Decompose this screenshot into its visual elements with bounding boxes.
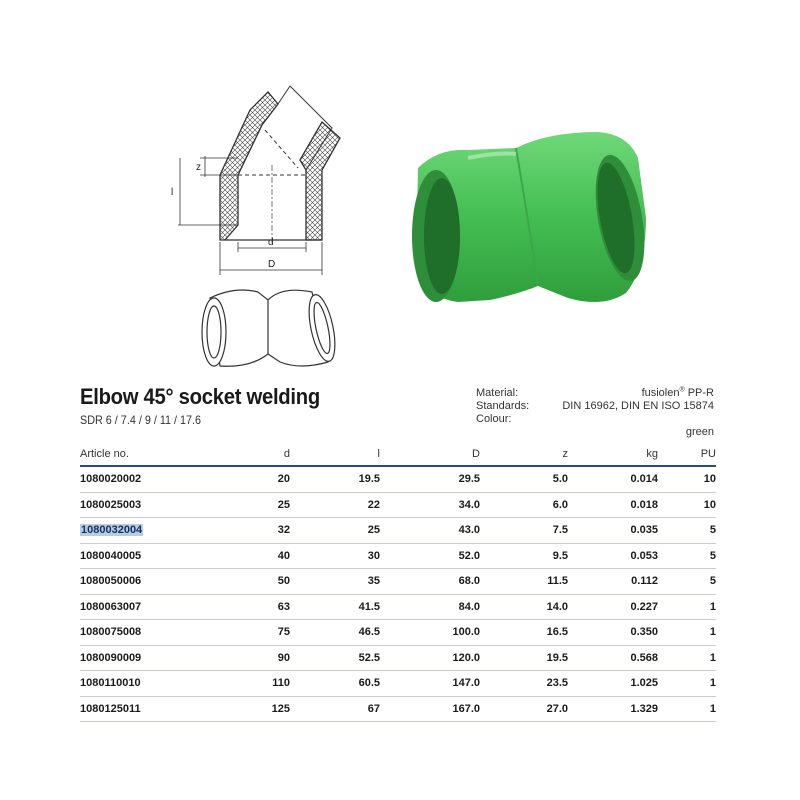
technical-drawing — [150, 70, 380, 390]
cell-z: 16.5 — [480, 620, 568, 646]
table-header-row — [80, 443, 716, 466]
cell-d: 125 — [250, 696, 290, 722]
table-row — [80, 620, 716, 646]
cell-pu: 10 — [658, 492, 716, 518]
article-number: 1080125011 — [80, 696, 250, 722]
col-header-d: d — [250, 443, 290, 466]
dim-label-l: l — [171, 187, 174, 198]
cell-l: 60.5 — [290, 671, 380, 697]
article-number: 1080050006 — [80, 569, 250, 595]
cell-D: 29.5 — [380, 466, 480, 492]
spec-standards-label: Standards: — [476, 400, 530, 412]
dim-label-D: D — [268, 259, 276, 270]
cell-d: 40 — [250, 543, 290, 569]
spec-block — [476, 387, 714, 439]
cell-d: 110 — [250, 671, 290, 697]
cell-z: 19.5 — [480, 645, 568, 671]
spec-colour-row — [476, 413, 714, 426]
cell-z: 5.0 — [480, 466, 568, 492]
cell-z: 23.5 — [480, 671, 568, 697]
dim-label-d: d — [268, 237, 274, 248]
cell-d: 90 — [250, 645, 290, 671]
table-row — [80, 518, 716, 544]
cell-D: 100.0 — [380, 620, 480, 646]
cell-l: 30 — [290, 543, 380, 569]
cell-D: 84.0 — [380, 594, 480, 620]
cell-kg: 0.035 — [568, 518, 658, 544]
cell-kg: 0.227 — [568, 594, 658, 620]
article-number: 1080063007 — [80, 594, 250, 620]
table-row — [80, 569, 716, 595]
spec-material-value: fusiolen® PP-R — [641, 386, 714, 399]
cell-D: 43.0 — [380, 518, 480, 544]
cell-pu: 1 — [658, 645, 716, 671]
cell-pu: 1 — [658, 696, 716, 722]
table-row — [80, 645, 716, 671]
col-header-D: D — [380, 443, 480, 466]
cell-D: 68.0 — [380, 569, 480, 595]
article-number: 1080040005 — [80, 543, 250, 569]
cell-kg: 0.014 — [568, 466, 658, 492]
dimension-lines — [178, 156, 322, 275]
cell-z: 11.5 — [480, 569, 568, 595]
cell-z: 6.0 — [480, 492, 568, 518]
article-number: 1080110010 — [80, 671, 250, 697]
product-photo — [398, 118, 660, 318]
cell-l: 35 — [290, 569, 380, 595]
spec-colour-label: Colour: — [476, 413, 512, 425]
table-row — [80, 543, 716, 569]
col-header-pu: PU — [658, 443, 716, 466]
cell-pu: 1 — [658, 620, 716, 646]
table-row — [80, 696, 716, 722]
cell-pu: 10 — [658, 466, 716, 492]
cell-z: 27.0 — [480, 696, 568, 722]
cell-pu: 1 — [658, 671, 716, 697]
cell-kg: 0.112 — [568, 569, 658, 595]
col-header-article: Article no. — [80, 443, 250, 466]
spec-material-row — [476, 387, 714, 400]
elbow-outline-view — [202, 290, 340, 366]
cell-pu: 5 — [658, 518, 716, 544]
cell-D: 52.0 — [380, 543, 480, 569]
table-row — [80, 492, 716, 518]
cell-D: 34.0 — [380, 492, 480, 518]
cell-d: 50 — [250, 569, 290, 595]
cell-kg: 1.025 — [568, 671, 658, 697]
elbow-cross-section — [220, 86, 340, 245]
cell-d: 63 — [250, 594, 290, 620]
cell-d: 25 — [250, 492, 290, 518]
cell-l: 25 — [290, 518, 380, 544]
article-table — [80, 443, 716, 722]
spec-colour-value: green — [685, 426, 714, 438]
cell-kg: 0.568 — [568, 645, 658, 671]
cell-d: 75 — [250, 620, 290, 646]
spec-standards-row — [476, 400, 714, 413]
cell-pu: 1 — [658, 594, 716, 620]
cell-kg: 1.329 — [568, 696, 658, 722]
cell-l: 22 — [290, 492, 380, 518]
cell-z: 7.5 — [480, 518, 568, 544]
article-number: 1080020002 — [80, 466, 250, 492]
cell-l: 52.5 — [290, 645, 380, 671]
table-row — [80, 671, 716, 697]
col-header-z: z — [480, 443, 568, 466]
cell-kg: 0.018 — [568, 492, 658, 518]
cell-l: 67 — [290, 696, 380, 722]
cell-D: 167.0 — [380, 696, 480, 722]
article-number: 1080090009 — [80, 645, 250, 671]
cell-kg: 0.053 — [568, 543, 658, 569]
cell-d: 20 — [250, 466, 290, 492]
spec-material-label: Material: — [476, 387, 519, 399]
cell-l: 19.5 — [290, 466, 380, 492]
cell-kg: 0.350 — [568, 620, 658, 646]
product-sdr-range: SDR 6 / 7.4 / 9 / 11 / 17.6 — [80, 413, 202, 427]
cell-pu: 5 — [658, 569, 716, 595]
table-row — [80, 594, 716, 620]
dim-label-z: z — [196, 162, 201, 173]
cell-l: 41.5 — [290, 594, 380, 620]
cell-D: 120.0 — [380, 645, 480, 671]
table-row — [80, 466, 716, 492]
article-number: 1080025003 — [80, 492, 250, 518]
article-number: 1080075008 — [80, 620, 250, 646]
selected-article-highlight[interactable]: 1080032004 — [81, 524, 143, 537]
product-title: Elbow 45° socket welding — [80, 384, 320, 409]
col-header-l: l — [290, 443, 380, 466]
cell-d: 32 — [250, 518, 290, 544]
article-number[interactable] — [80, 518, 250, 544]
cell-z: 9.5 — [480, 543, 568, 569]
spec-standards-value: DIN 16962, DIN EN ISO 15874 — [562, 400, 714, 412]
col-header-kg: kg — [568, 443, 658, 466]
cell-pu: 5 — [658, 543, 716, 569]
cell-l: 46.5 — [290, 620, 380, 646]
cell-z: 14.0 — [480, 594, 568, 620]
cell-D: 147.0 — [380, 671, 480, 697]
